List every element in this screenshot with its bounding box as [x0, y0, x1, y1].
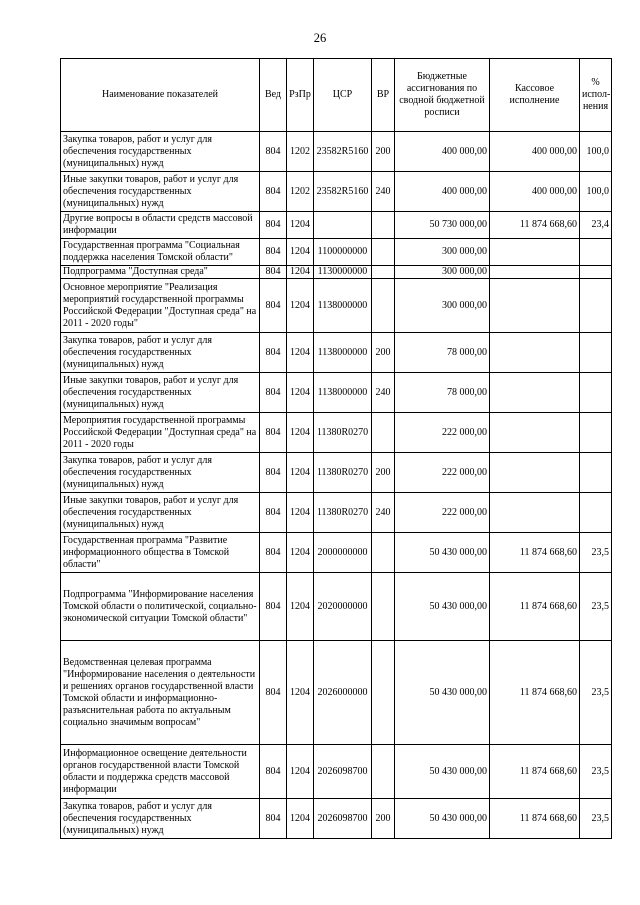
header-vr: ВР: [372, 59, 395, 132]
row-pct-cell: [580, 373, 612, 413]
table-row: [61, 373, 612, 413]
row-rzpr-cell: 1204: [287, 239, 314, 266]
table-row: [61, 212, 612, 239]
row-vr-cell: [372, 533, 395, 573]
row-csr-cell: 1138000000: [314, 333, 372, 373]
row-vr-cell: [372, 641, 395, 745]
row-budget-cell: 50 430 000,00: [395, 533, 490, 573]
row-budget-cell: 50 430 000,00: [395, 799, 490, 839]
row-vr-cell: [372, 279, 395, 333]
row-csr-cell: 1138000000: [314, 373, 372, 413]
row-name-cell: Основное мероприятие "Реализация мероприятий государственной программы Российской Федерации "Доступная среда" на 2011 - 2020 годы": [61, 279, 260, 333]
row-pct-cell: [580, 453, 612, 493]
row-budget-cell: 300 000,00: [395, 266, 490, 279]
row-budget-cell: 50 430 000,00: [395, 573, 490, 641]
row-rzpr-cell: 1204: [287, 573, 314, 641]
row-name-cell: Подпрограмма "Доступная среда": [61, 266, 260, 279]
row-ved-cell: 804: [260, 266, 287, 279]
header-budget: Бюджетные ассигнования по сводной бюджетной росписи: [395, 59, 490, 132]
row-budget-cell: 222 000,00: [395, 413, 490, 453]
row-pct-cell: [580, 413, 612, 453]
row-csr-cell: 1100000000: [314, 239, 372, 266]
row-ved-cell: 804: [260, 641, 287, 745]
row-cash-cell: [490, 413, 580, 453]
row-rzpr-cell: 1204: [287, 533, 314, 573]
row-name-cell: Закупка товаров, работ и услуг для обеспечения государственных (муниципальных) нужд: [61, 799, 260, 839]
row-ved-cell: 804: [260, 799, 287, 839]
row-pct-cell: 23,5: [580, 641, 612, 745]
table-row: [61, 745, 612, 799]
row-budget-cell: 222 000,00: [395, 453, 490, 493]
row-budget-cell: 50 430 000,00: [395, 641, 490, 745]
row-name-cell: Информационное освещение деятельности органов государственной власти Томской области и поддержка средств массовой информации: [61, 745, 260, 799]
table-row: [61, 239, 612, 266]
row-ved-cell: 804: [260, 132, 287, 172]
row-name-cell: Государственная программа "Развитие информационного общества в Томской области": [61, 533, 260, 573]
table-row: [61, 641, 612, 745]
row-budget-cell: 400 000,00: [395, 172, 490, 212]
row-vr-cell: [372, 745, 395, 799]
table-row: [61, 799, 612, 839]
header-cash: Кассовое исполнение: [490, 59, 580, 132]
row-rzpr-cell: 1204: [287, 641, 314, 745]
row-cash-cell: [490, 373, 580, 413]
row-pct-cell: 23,5: [580, 533, 612, 573]
row-csr-cell: 2000000000: [314, 533, 372, 573]
row-cash-cell: 11 874 668,60: [490, 745, 580, 799]
row-rzpr-cell: 1204: [287, 453, 314, 493]
row-rzpr-cell: 1204: [287, 279, 314, 333]
row-csr-cell: 23582R5160: [314, 132, 372, 172]
row-cash-cell: 11 874 668,60: [490, 533, 580, 573]
row-rzpr-cell: 1202: [287, 172, 314, 212]
header-pct: % испол-нения: [580, 59, 612, 132]
row-cash-cell: 11 874 668,60: [490, 212, 580, 239]
row-vr-cell: 200: [372, 453, 395, 493]
row-name-cell: Иные закупки товаров, работ и услуг для обеспечения государственных (муниципальных) нужд: [61, 373, 260, 413]
row-pct-cell: 100,0: [580, 172, 612, 212]
table-row: [61, 573, 612, 641]
row-cash-cell: [490, 453, 580, 493]
row-name-cell: Мероприятия государственной программы Российской Федерации "Доступная среда" на 2011 - 2020 годы: [61, 413, 260, 453]
row-rzpr-cell: 1204: [287, 373, 314, 413]
table-row: [61, 533, 612, 573]
row-pct-cell: 23,4: [580, 212, 612, 239]
row-vr-cell: [372, 212, 395, 239]
budget-table: [60, 58, 612, 839]
row-budget-cell: 50 730 000,00: [395, 212, 490, 239]
row-name-cell: Подпрограмма "Информирование населения Томской области о политической, социально-экономической ситуации Томской области": [61, 573, 260, 641]
row-cash-cell: 400 000,00: [490, 172, 580, 212]
row-ved-cell: 804: [260, 453, 287, 493]
row-vr-cell: 240: [372, 373, 395, 413]
row-vr-cell: [372, 413, 395, 453]
header-ved: Вед: [260, 59, 287, 132]
row-pct-cell: [580, 493, 612, 533]
row-cash-cell: 11 874 668,60: [490, 573, 580, 641]
row-vr-cell: 240: [372, 493, 395, 533]
row-vr-cell: 200: [372, 799, 395, 839]
row-vr-cell: [372, 573, 395, 641]
row-csr-cell: 2026000000: [314, 641, 372, 745]
row-name-cell: Закупка товаров, работ и услуг для обеспечения государственных (муниципальных) нужд: [61, 333, 260, 373]
row-pct-cell: [580, 333, 612, 373]
row-ved-cell: 804: [260, 172, 287, 212]
row-cash-cell: [490, 266, 580, 279]
table-row: [61, 453, 612, 493]
row-name-cell: Иные закупки товаров, работ и услуг для обеспечения государственных (муниципальных) нужд: [61, 493, 260, 533]
table-row: [61, 266, 612, 279]
row-pct-cell: 23,5: [580, 573, 612, 641]
row-cash-cell: 400 000,00: [490, 132, 580, 172]
row-budget-cell: 300 000,00: [395, 279, 490, 333]
row-csr-cell: 11380R0270: [314, 453, 372, 493]
row-ved-cell: 804: [260, 573, 287, 641]
row-rzpr-cell: 1204: [287, 413, 314, 453]
row-ved-cell: 804: [260, 239, 287, 266]
row-pct-cell: [580, 279, 612, 333]
row-rzpr-cell: 1204: [287, 799, 314, 839]
row-vr-cell: [372, 239, 395, 266]
table-row: [61, 413, 612, 453]
row-pct-cell: 23,5: [580, 745, 612, 799]
row-ved-cell: 804: [260, 212, 287, 239]
row-cash-cell: [490, 333, 580, 373]
row-rzpr-cell: 1204: [287, 493, 314, 533]
header-rzpr: РзПр: [287, 59, 314, 132]
row-cash-cell: [490, 279, 580, 333]
row-vr-cell: 240: [372, 172, 395, 212]
row-csr-cell: 1130000000: [314, 266, 372, 279]
row-rzpr-cell: 1204: [287, 333, 314, 373]
row-vr-cell: 200: [372, 132, 395, 172]
row-ved-cell: 804: [260, 745, 287, 799]
row-csr-cell: 2026098700: [314, 745, 372, 799]
table-row: [61, 279, 612, 333]
row-pct-cell: [580, 239, 612, 266]
table-header-row: [61, 59, 612, 132]
row-budget-cell: 50 430 000,00: [395, 745, 490, 799]
header-csr: ЦСР: [314, 59, 372, 132]
row-cash-cell: [490, 493, 580, 533]
row-cash-cell: [490, 239, 580, 266]
row-pct-cell: 100,0: [580, 132, 612, 172]
row-csr-cell: 11380R0270: [314, 413, 372, 453]
table-row: [61, 493, 612, 533]
row-csr-cell: 11380R0270: [314, 493, 372, 533]
row-ved-cell: 804: [260, 413, 287, 453]
row-budget-cell: 78 000,00: [395, 373, 490, 413]
row-vr-cell: [372, 266, 395, 279]
row-cash-cell: 11 874 668,60: [490, 641, 580, 745]
row-name-cell: Государственная программа "Социальная поддержка населения Томской области": [61, 239, 260, 266]
row-csr-cell: 2026098700: [314, 799, 372, 839]
row-name-cell: Закупка товаров, работ и услуг для обеспечения государственных (муниципальных) нужд: [61, 132, 260, 172]
row-csr-cell: 2020000000: [314, 573, 372, 641]
row-budget-cell: 400 000,00: [395, 132, 490, 172]
page-number: 26: [313, 31, 327, 45]
row-ved-cell: 804: [260, 533, 287, 573]
row-rzpr-cell: 1204: [287, 745, 314, 799]
row-pct-cell: 23,5: [580, 799, 612, 839]
row-csr-cell: 23582R5160: [314, 172, 372, 212]
row-name-cell: Другие вопросы в области средств массовой информации: [61, 212, 260, 239]
row-vr-cell: 200: [372, 333, 395, 373]
table-row: [61, 132, 612, 172]
row-budget-cell: 300 000,00: [395, 239, 490, 266]
table-row: [61, 172, 612, 212]
row-csr-cell: [314, 212, 372, 239]
row-rzpr-cell: 1204: [287, 212, 314, 239]
row-rzpr-cell: 1202: [287, 132, 314, 172]
row-rzpr-cell: 1204: [287, 266, 314, 279]
row-cash-cell: 11 874 668,60: [490, 799, 580, 839]
row-budget-cell: 222 000,00: [395, 493, 490, 533]
table-row: [61, 333, 612, 373]
row-name-cell: Ведомственная целевая программа "Информирование населения о деятельности и решениях органов государственной власти Томской области и информационно-разъяснительная работа по актуальным социально значимым вопросам": [61, 641, 260, 745]
row-ved-cell: 804: [260, 279, 287, 333]
row-pct-cell: [580, 266, 612, 279]
row-ved-cell: 804: [260, 333, 287, 373]
header-name: Наименование показателей: [61, 59, 260, 132]
row-budget-cell: 78 000,00: [395, 333, 490, 373]
row-ved-cell: 804: [260, 373, 287, 413]
row-name-cell: Иные закупки товаров, работ и услуг для обеспечения государственных (муниципальных) нужд: [61, 172, 260, 212]
row-name-cell: Закупка товаров, работ и услуг для обеспечения государственных (муниципальных) нужд: [61, 453, 260, 493]
row-csr-cell: 1138000000: [314, 279, 372, 333]
row-ved-cell: 804: [260, 493, 287, 533]
